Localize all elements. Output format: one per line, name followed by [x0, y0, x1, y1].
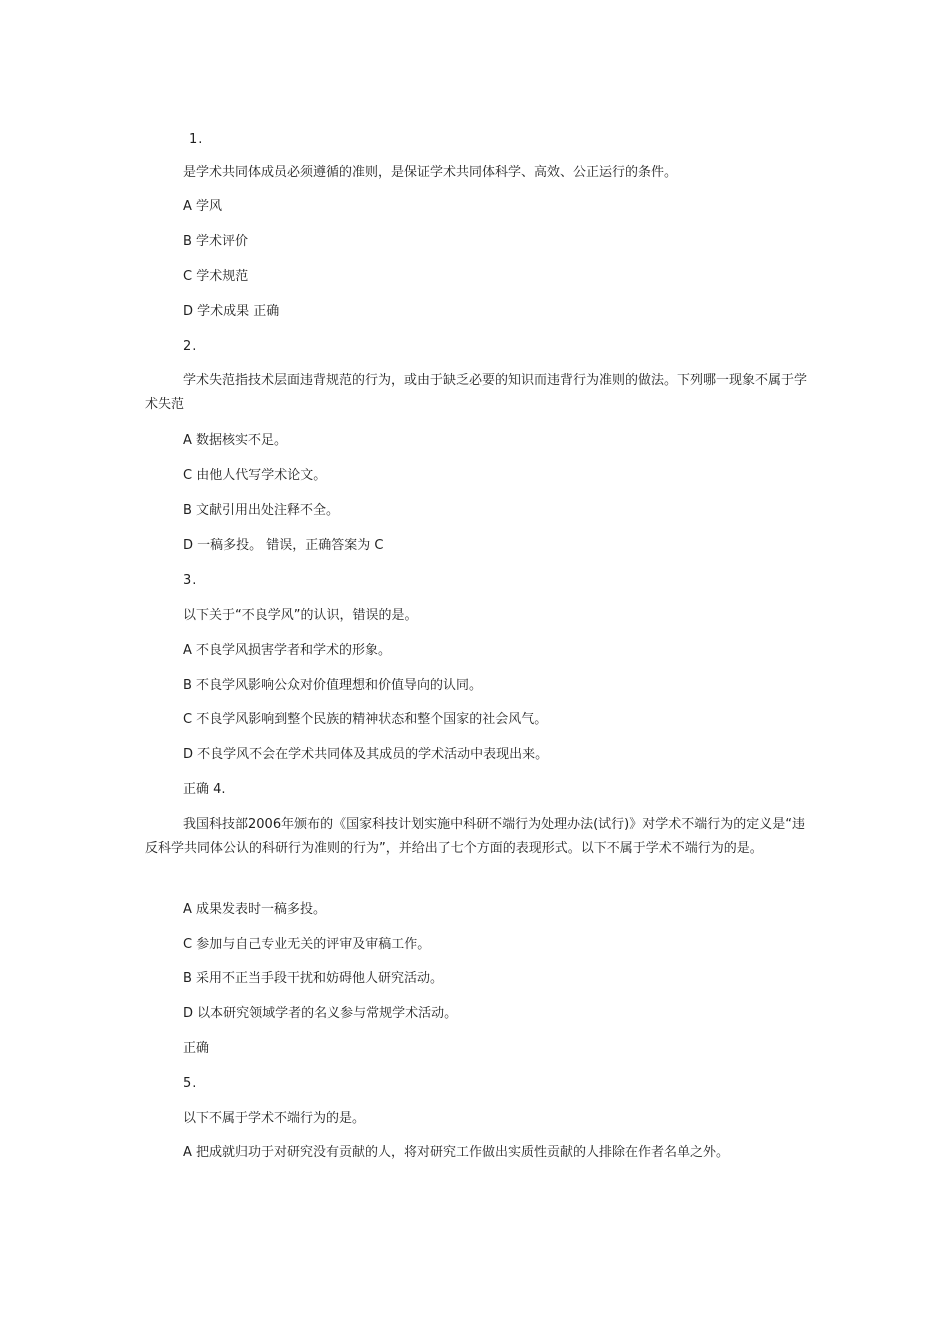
- q4-option-c: C 参加与自己专业无关的评审及审稿工作。: [183, 937, 431, 952]
- q5-stem: 以下不属于学术不端行为的是。: [183, 1111, 366, 1126]
- q3-option-b: B 不良学风影响公众对价值理想和价值导向的认同。: [183, 678, 483, 693]
- q1-stem: 是学术共同体成员必须遵循的准则，是保证学术共同体科学、高效、公正运行的条件。: [183, 165, 678, 180]
- q1-number: 1.: [189, 132, 204, 147]
- q3-option-d: D 不良学风不会在学术共同体及其成员的学术活动中表现出来。: [183, 747, 549, 762]
- q3-number: 3.: [183, 573, 198, 588]
- q2-number: 2.: [183, 339, 198, 354]
- q5-option-a: A 把成就归功于对研究没有贡献的人，将对研究工作做出实质性贡献的人排除在作者名单之外。: [183, 1145, 730, 1160]
- q2-option-b: B 文献引用出处注释不全。: [183, 503, 340, 518]
- q4-option-d: D 以本研究领域学者的名义参与常规学术活动。: [183, 1006, 458, 1021]
- q3-option-c: C 不良学风影响到整个民族的精神状态和整个国家的社会风气。: [183, 712, 548, 727]
- q2-option-c: C 由他人代写学术论文。: [183, 468, 327, 483]
- q4-stem: 我国科技部2006年颁布的《国家科技计划实施中科研不端行为处理办法(试行)》对学术不端行为的定义是“违反科学共同体公认的科研行为准则的行为”，并给出了七个方面的表现形式。以下不属于学术不端行为的是。: [145, 817, 805, 856]
- q1-option-b: B 学术评价: [183, 234, 249, 249]
- q3-option-a: A 不良学风损害学者和学术的形象。: [183, 643, 392, 658]
- q2-option-a: A 数据核实不足。: [183, 433, 288, 448]
- q1-option-c: C 学术规范: [183, 269, 249, 284]
- q2-option-d: D 一稿多投。 错误，正确答案为 C: [183, 538, 384, 553]
- q3-stem: 以下关于“不良学风”的认识，错误的是。: [183, 608, 418, 623]
- q3-result-q4-number: 正确 4.: [183, 782, 226, 797]
- q4-option-a: A 成果发表时一稿多投。: [183, 902, 327, 917]
- q1-option-a: A 学风: [183, 199, 223, 214]
- q1-option-d: D 学术成果 正确: [183, 304, 280, 319]
- q4-option-b: B 采用不正当手段干扰和妨碍他人研究活动。: [183, 971, 444, 986]
- q5-number: 5.: [183, 1076, 198, 1091]
- q2-stem: 学术失范指技术层面违背规范的行为，或由于缺乏必要的知识而违背行为准则的做法。下列哪一现象不属于学术失范: [145, 373, 808, 412]
- q4-result: 正确: [183, 1041, 210, 1056]
